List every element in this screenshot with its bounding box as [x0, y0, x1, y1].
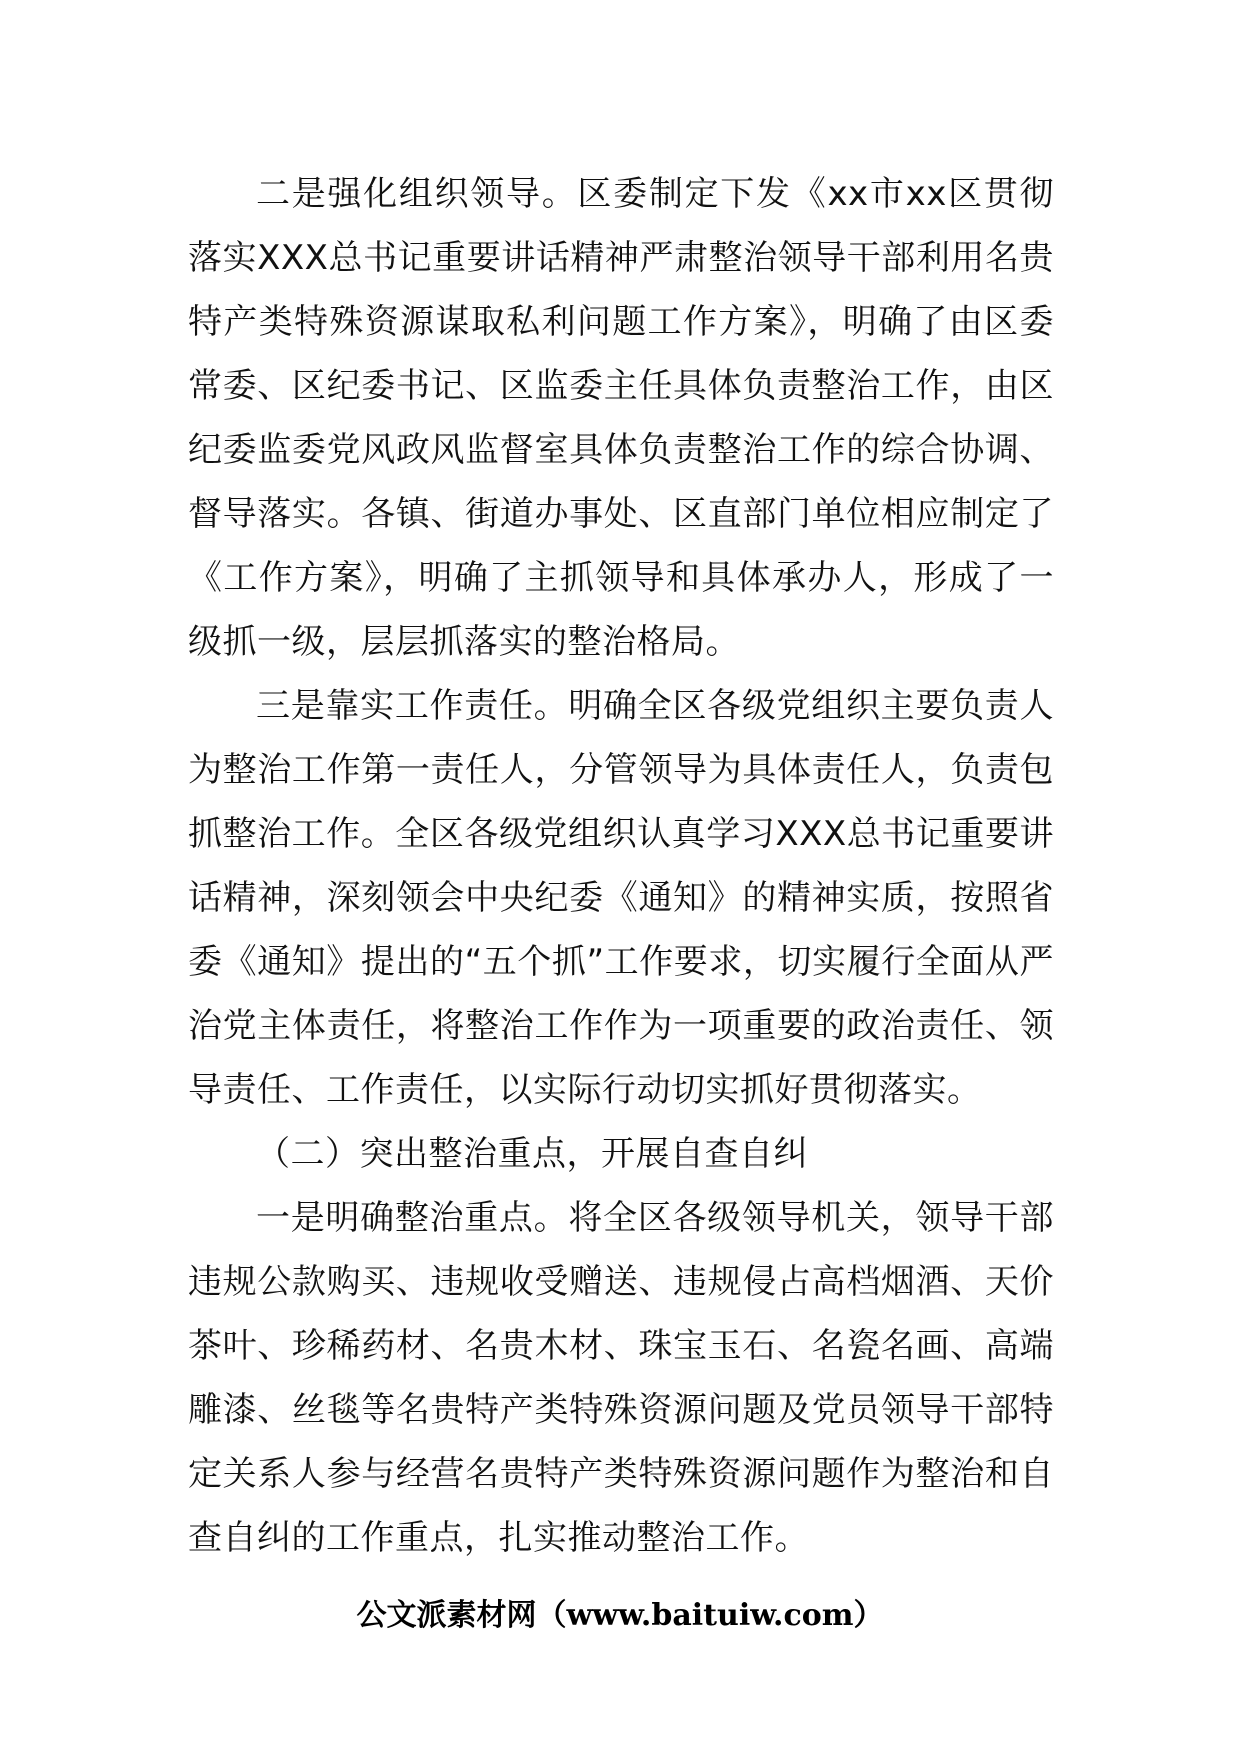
paragraph-work-responsibility: 三是靠实工作责任。明确全区各级党组织主要负责人为整治工作第一责任人，分管领导为具体责任人，负责包抓整治工作。全区各级党组织认真学习XXX总书记重要讲话精神，深刻领会中央纪委《通知》的精神实质，按照省委《通知》提出的“五个抓”工作要求，切实履行全面从严治党主体责任，将整治工作作为一项重要的政治责任、领导责任、工作责任，以实际行动切实抓好贯彻落实。 [188, 686, 1054, 1110]
footer-watermark: 公文派素材网（www.baituiw.com） [356, 1598, 884, 1633]
paragraph-organization-leadership: 二是强化组织领导。区委制定下发《xx市xx区贯彻落实XXX总书记重要讲话精神严肃整治领导干部利用名贵特产类特殊资源谋取私利问题工作方案》，明确了由区委常委、区纪委书记、区监委主任具体负责整治工作，由区纪委监委党风政风监督室具体负责整治工作的综合协调、督导落实。各镇、街道办事处、区直部门单位相应制定了《工作方案》，明确了主抓领导和具体承办人，形成了一级抓一级，层层抓落实的整治格局。 [188, 174, 1054, 662]
section-heading: （二）突出整治重点，开展自查自纠 [256, 1134, 808, 1174]
document-body [188, 162, 1054, 1570]
paragraph-rectification-focus: 一是明确整治重点。将全区各级领导机关，领导干部违规公款购买、违规收受赠送、违规侵占高档烟酒、天价茶叶、珍稀药材、名贵木材、珠宝玉石、名瓷名画、高端雕漆、丝毯等名贵特产类特殊资源问题及党员领导干部特定关系人参与经营名贵特产类特殊资源问题作为整治和自查自纠的工作重点，扎实推动整治工作。 [188, 1198, 1054, 1558]
